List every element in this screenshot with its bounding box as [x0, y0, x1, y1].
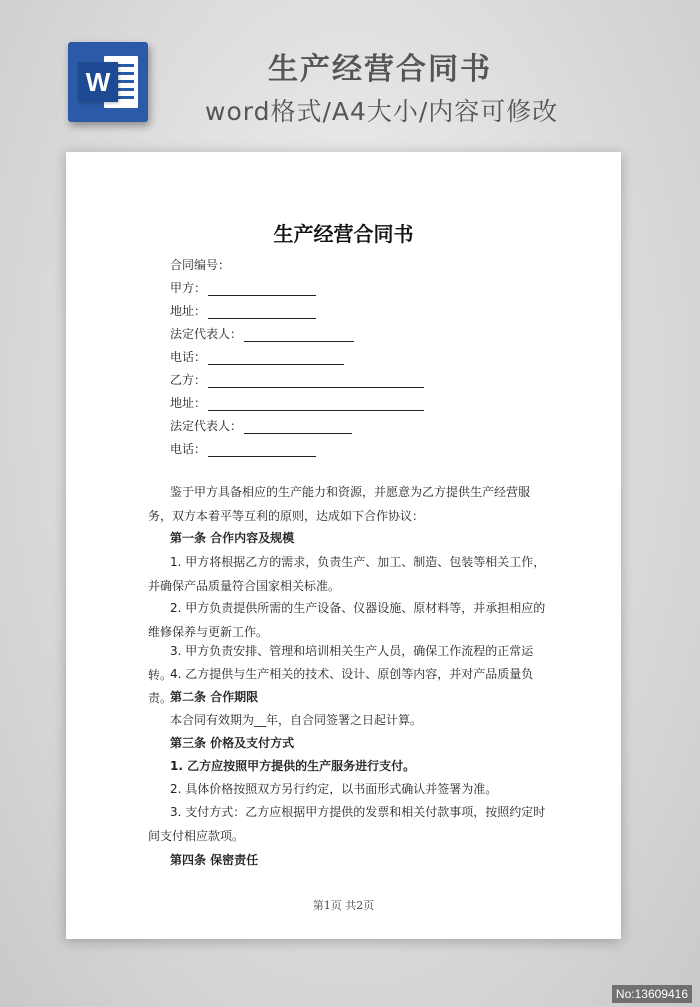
field-label: 地址：	[170, 304, 207, 318]
article-1-clause-3: 3. 甲方负责安排、管理和培训相关生产人员，确保工作流程的正常运转。	[148, 644, 534, 682]
field-blank-line[interactable]	[208, 375, 424, 388]
field-row	[170, 325, 354, 342]
banner-title: 生产经营合同书	[268, 52, 492, 87]
field-row	[170, 371, 424, 388]
intro-paragraph: 鉴于甲方具备相应的生产能力和资源，并愿意为乙方提供生产经营服务，双方本着平等互利的原则，达成如下合作协议：	[148, 485, 531, 523]
field-label: 地址：	[170, 396, 207, 410]
article-2-title: 第二条 合作期限	[170, 690, 259, 704]
word-app-icon	[68, 42, 148, 122]
document-page	[66, 152, 621, 939]
field-row	[170, 348, 344, 365]
field-blank-line[interactable]	[208, 306, 316, 319]
field-blank-line[interactable]	[208, 398, 424, 411]
field-label: 甲方：	[170, 281, 207, 295]
field-row	[170, 440, 316, 457]
article-1-title: 第一条 合作内容及规模	[170, 531, 295, 545]
banner-subtitle: word格式/A4大小/内容可修改	[205, 97, 559, 126]
field-label: 电话：	[170, 442, 207, 456]
article-4-title: 第四条 保密责任	[170, 853, 259, 867]
article-3-title: 第三条 价格及支付方式	[170, 736, 295, 750]
article-1-clause-2: 2. 甲方负责提供所需的生产设备、仪器设施、原材料等，并承担相应的维修保养与更新工作。	[148, 601, 546, 639]
word-letter-badge: W	[78, 62, 118, 102]
field-row	[170, 394, 424, 411]
field-label: 电话：	[170, 350, 207, 364]
article-3-clause-3: 3. 支付方式：乙方应根据甲方提供的发票和相关付款事项，按照约定时间支付相应款项。	[148, 805, 546, 843]
field-blank-line[interactable]	[208, 283, 316, 296]
field-row	[170, 279, 316, 296]
field-row	[170, 256, 230, 273]
field-label: 乙方：	[170, 373, 207, 387]
field-blank-line[interactable]	[208, 444, 316, 457]
field-label: 法定代表人：	[170, 419, 243, 433]
page-footer: 第1页 共2页	[312, 899, 375, 912]
article-3-clause-2: 2. 具体价格按照双方另行约定，以书面形式确认并签署为准。	[170, 782, 498, 796]
article-3-clause-1: 1. 乙方应按照甲方提供的生产服务进行支付。	[170, 759, 416, 773]
field-blank-line[interactable]	[208, 352, 344, 365]
document-title: 生产经营合同书	[273, 222, 414, 246]
field-blank-line[interactable]	[244, 421, 352, 434]
article-1-clause-1: 1. 甲方将根据乙方的需求，负责生产、加工、制造、包装等相关工作，并确保产品质量符合国家相关标准。	[148, 555, 546, 593]
field-label: 法定代表人：	[170, 327, 243, 341]
field-row	[170, 417, 352, 434]
field-blank-line[interactable]	[244, 329, 354, 342]
field-row	[170, 302, 316, 319]
article-2-clause-1: 本合同有效期为__年，自合同签署之日起计算。	[170, 713, 423, 727]
field-label: 合同编号：	[170, 258, 231, 272]
image-number: No:13609416	[612, 985, 692, 1003]
article-1-clause-4: 4. 乙方提供与生产相关的技术、设计、原创等内容，并对产品质量负责。	[148, 667, 534, 705]
